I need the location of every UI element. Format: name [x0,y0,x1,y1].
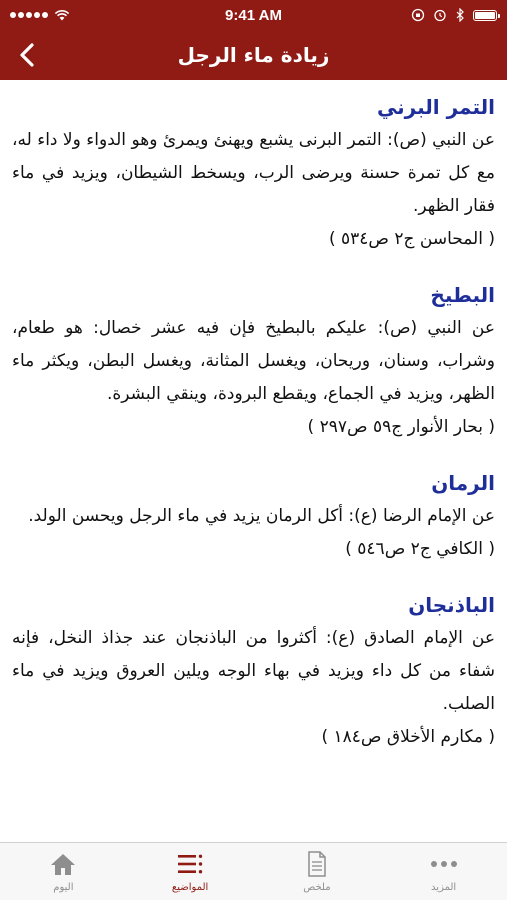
list-icon [175,850,205,878]
article-content[interactable] [0,80,507,842]
tab-label: المزيد [431,882,457,893]
battery-icon [473,10,497,21]
signal-strength-icon [10,12,48,18]
entry-source: ( مكارم الأخلاق ص١٨٤ ) [321,727,495,747]
entry-source: ( الكافي ج٢ ص٥٤٦ ) [345,539,495,559]
tab-topics[interactable] [127,843,254,900]
entry-tamr [12,90,495,256]
tab-more[interactable] [380,843,507,900]
entry-text: عن النبي (ص): عليكم بالبطيخ فإن فيه عشر خصال: هو طعام، وشراب، وسنان، وريحان، ويغسل المثانة، ويغسل البطن، ويكثر ماء الظهر، ويزيد في الجماع، ويقطع البرودة، وينقي البشرة. [12,318,495,404]
entry-title: التمر البرني [376,95,495,119]
status-left [10,9,70,21]
status-bar [0,0,507,30]
home-icon [48,850,78,878]
entry-rumman [12,466,495,566]
tab-label: اليوم [53,882,74,893]
wifi-icon [54,9,70,21]
page-title: زيادة ماء الرجل [177,43,330,67]
entry-batikh [12,278,495,444]
entry-text: عن الإمام الصادق (ع): أكثروا من الباذنجان عند جذاذ النخل، فإنه شفاء من كل داء ويزيد في بهاء الوجه ويلين العروق ويزيد في ماء الصلب. [12,628,495,714]
more-icon [429,850,459,878]
orientation-lock-icon [411,8,425,22]
entry-title: الرمان [431,471,495,495]
status-time: 9:41 AM [225,6,282,24]
tab-label: ملخص [303,882,331,893]
back-button[interactable] [10,38,44,72]
entry-source: ( المحاسن ج٢ ص٥٣٤ ) [328,229,495,249]
entry-title: البطيخ [430,283,495,307]
tab-today[interactable] [0,843,127,900]
status-right [411,8,497,22]
navigation-bar [0,30,507,80]
document-icon [302,850,332,878]
entry-source: ( بحار الأنوار ج٥٩ ص٢٩٧ ) [307,417,495,437]
entry-text: عن النبي (ص): التمر البرنى يشبع ويهنئ ويمرئ وهو الدواء ولا داء له، مع كل تمرة حسنة ويرضى الرب، ويسخط الشيطان، ويزيد في ماء فقار الظهر. [12,130,495,216]
chevron-left-icon [17,42,37,68]
entry-badhinjan [12,588,495,754]
tab-bar [0,842,507,900]
bluetooth-icon [455,8,465,22]
tab-label: المواضيع [171,882,209,893]
entry-title: الباذنجان [408,593,495,617]
tab-summary[interactable] [254,843,381,900]
alarm-icon [433,8,447,22]
entry-text: عن الإمام الرضا (ع): أكل الرمان يزيد في ماء الرجل ويحسن الولد. [28,506,495,526]
